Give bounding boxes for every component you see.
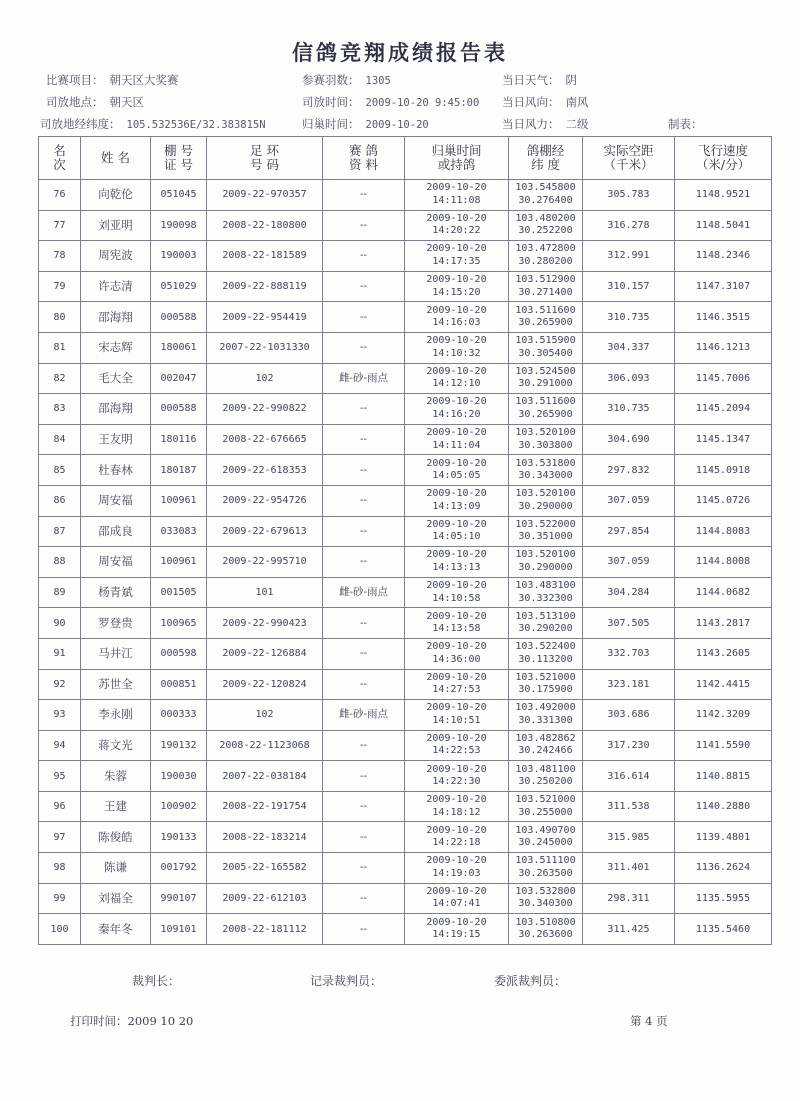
report-title: 信鸽竞翔成绩报告表 xyxy=(292,40,508,65)
table-row xyxy=(39,730,772,761)
cell-distance: 316.614 xyxy=(583,761,675,792)
cell-ring: 2008-22-191754 xyxy=(207,791,323,822)
table-row xyxy=(39,914,772,945)
cell-coordinates: 103.510800 30.263600 xyxy=(509,914,583,945)
cell-speed: 1141.5590 xyxy=(675,730,772,761)
cell-rank: 89 xyxy=(39,577,81,608)
cell-coordinates: 103.531800 30.343000 xyxy=(509,455,583,486)
cell-speed: 1145.2094 xyxy=(675,394,772,425)
table-row xyxy=(39,363,772,394)
cell-race-info: -- xyxy=(323,883,405,914)
cell-distance: 316.278 xyxy=(583,210,675,241)
cell-speed: 1135.5460 xyxy=(675,914,772,945)
cell-loft: 100961 xyxy=(151,485,207,516)
table-row xyxy=(39,853,772,884)
cell-loft: 100965 xyxy=(151,608,207,639)
cell-rank: 88 xyxy=(39,547,81,578)
cell-loft: 190003 xyxy=(151,241,207,272)
cell-distance: 304.690 xyxy=(583,424,675,455)
cell-race-info: -- xyxy=(323,455,405,486)
cell-speed: 1135.5955 xyxy=(675,883,772,914)
cell-speed: 1143.2817 xyxy=(675,608,772,639)
results-body xyxy=(39,180,772,945)
cell-race-info: -- xyxy=(323,394,405,425)
cell-race-info: -- xyxy=(323,608,405,639)
cell-name: 王建 xyxy=(81,791,151,822)
cell-ring: 2009-22-120824 xyxy=(207,669,323,700)
print-time: 打印时间：2009 10 20 xyxy=(70,1014,194,1028)
cell-name: 蒋文光 xyxy=(81,730,151,761)
cell-name: 周安福 xyxy=(81,547,151,578)
cell-speed: 1145.0918 xyxy=(675,455,772,486)
release-coordinates: 司放地经纬度： 105.532536E/32.383815N xyxy=(40,117,266,131)
cell-race-info: -- xyxy=(323,638,405,669)
table-row xyxy=(39,485,772,516)
cell-return-time: 2009-10-20 14:13:13 xyxy=(405,547,509,578)
cell-rank: 97 xyxy=(39,822,81,853)
weather: 当日天气： 阴 xyxy=(502,73,577,87)
cell-speed: 1147.3107 xyxy=(675,271,772,302)
cell-coordinates: 103.520100 30.303800 xyxy=(509,424,583,455)
cell-loft: 051045 xyxy=(151,180,207,211)
cell-return-time: 2009-10-20 14:27:53 xyxy=(405,669,509,700)
cell-speed: 1144.0682 xyxy=(675,577,772,608)
cell-coordinates: 103.521000 30.255000 xyxy=(509,791,583,822)
cell-rank: 92 xyxy=(39,669,81,700)
cell-return-time: 2009-10-20 14:36:00 xyxy=(405,638,509,669)
cell-coordinates: 103.524500 30.291000 xyxy=(509,363,583,394)
table-row xyxy=(39,638,772,669)
table-row xyxy=(39,271,772,302)
header-distance: 实际空距 （千米） xyxy=(583,137,675,180)
cell-race-info: -- xyxy=(323,424,405,455)
cell-distance: 310.735 xyxy=(583,302,675,333)
cell-return-time: 2009-10-20 14:16:03 xyxy=(405,302,509,333)
release-place: 司放地点： 朝天区 xyxy=(46,95,144,109)
cell-distance: 323.181 xyxy=(583,669,675,700)
cell-name: 许志清 xyxy=(81,271,151,302)
cell-ring: 102 xyxy=(207,700,323,731)
cell-coordinates: 103.545800 30.276400 xyxy=(509,180,583,211)
cell-loft: 000588 xyxy=(151,394,207,425)
cell-coordinates: 103.522000 30.351000 xyxy=(509,516,583,547)
cell-distance: 332.703 xyxy=(583,638,675,669)
cell-speed: 1144.8008 xyxy=(675,547,772,578)
cell-distance: 311.538 xyxy=(583,791,675,822)
cell-name: 罗登贵 xyxy=(81,608,151,639)
table-row xyxy=(39,302,772,333)
cell-speed: 1146.3515 xyxy=(675,302,772,333)
cell-return-time: 2009-10-20 14:11:08 xyxy=(405,180,509,211)
table-maker: 制表： xyxy=(668,117,703,131)
cell-distance: 311.425 xyxy=(583,914,675,945)
cell-coordinates: 103.472800 30.280200 xyxy=(509,241,583,272)
cell-speed: 1136.2624 xyxy=(675,853,772,884)
cell-loft: 051029 xyxy=(151,271,207,302)
cell-loft: 109101 xyxy=(151,914,207,945)
cell-distance: 298.311 xyxy=(583,883,675,914)
table-row xyxy=(39,761,772,792)
cell-name: 宋志辉 xyxy=(81,332,151,363)
cell-return-time: 2009-10-20 14:15:20 xyxy=(405,271,509,302)
cell-loft: 180116 xyxy=(151,424,207,455)
cell-coordinates: 103.480200 30.252200 xyxy=(509,210,583,241)
cell-rank: 76 xyxy=(39,180,81,211)
cell-ring: 102 xyxy=(207,363,323,394)
cell-coordinates: 103.521000 30.175900 xyxy=(509,669,583,700)
cell-distance: 311.401 xyxy=(583,853,675,884)
wind-direction: 当日风向： 南风 xyxy=(502,95,589,109)
cell-name: 刘亚明 xyxy=(81,210,151,241)
cell-return-time: 2009-10-20 14:10:32 xyxy=(405,332,509,363)
cell-distance: 297.832 xyxy=(583,455,675,486)
cell-ring: 2008-22-181589 xyxy=(207,241,323,272)
cell-speed: 1144.8083 xyxy=(675,516,772,547)
cell-distance: 306.093 xyxy=(583,363,675,394)
cell-ring: 2008-22-180800 xyxy=(207,210,323,241)
page-number: 第 4 页 xyxy=(630,1014,668,1028)
race-name: 比赛项目： 朝天区大奖赛 xyxy=(46,73,179,87)
cell-distance: 307.059 xyxy=(583,547,675,578)
cell-ring: 2009-22-888119 xyxy=(207,271,323,302)
cell-rank: 99 xyxy=(39,883,81,914)
cell-ring: 2005-22-165582 xyxy=(207,853,323,884)
cell-distance: 310.735 xyxy=(583,394,675,425)
cell-speed: 1143.2605 xyxy=(675,638,772,669)
cell-return-time: 2009-10-20 14:16:20 xyxy=(405,394,509,425)
cell-return-time: 2009-10-20 14:05:05 xyxy=(405,455,509,486)
cell-name: 陈俊皓 xyxy=(81,822,151,853)
cell-speed: 1145.0726 xyxy=(675,485,772,516)
cell-ring: 2009-22-679613 xyxy=(207,516,323,547)
cell-name: 杜春林 xyxy=(81,455,151,486)
cell-return-time: 2009-10-20 14:11:04 xyxy=(405,424,509,455)
cell-coordinates: 103.520100 30.290000 xyxy=(509,547,583,578)
cell-return-time: 2009-10-20 14:20:22 xyxy=(405,210,509,241)
cell-loft: 002047 xyxy=(151,363,207,394)
cell-ring: 2008-22-183214 xyxy=(207,822,323,853)
table-row xyxy=(39,883,772,914)
cell-distance: 297.854 xyxy=(583,516,675,547)
cell-race-info: -- xyxy=(323,669,405,700)
table-row xyxy=(39,516,772,547)
table-row xyxy=(39,424,772,455)
cell-coordinates: 103.511600 30.265900 xyxy=(509,302,583,333)
cell-loft: 190030 xyxy=(151,761,207,792)
cell-coordinates: 103.483100 30.332300 xyxy=(509,577,583,608)
cell-race-info: -- xyxy=(323,241,405,272)
cell-rank: 84 xyxy=(39,424,81,455)
cell-ring: 2009-22-954726 xyxy=(207,485,323,516)
cell-name: 苏世全 xyxy=(81,669,151,700)
cell-rank: 85 xyxy=(39,455,81,486)
cell-ring: 2009-22-990822 xyxy=(207,394,323,425)
cell-coordinates: 103.490700 30.245000 xyxy=(509,822,583,853)
table-row xyxy=(39,455,772,486)
cell-race-info: -- xyxy=(323,271,405,302)
cell-speed: 1146.1213 xyxy=(675,332,772,363)
table-row xyxy=(39,210,772,241)
cell-race-info: 雌-砂-雨点 xyxy=(323,363,405,394)
cell-loft: 180061 xyxy=(151,332,207,363)
cell-race-info: -- xyxy=(323,516,405,547)
table-row xyxy=(39,791,772,822)
cell-ring: 2009-22-995710 xyxy=(207,547,323,578)
cell-race-info: -- xyxy=(323,822,405,853)
cell-name: 李永刚 xyxy=(81,700,151,731)
cell-loft: 000851 xyxy=(151,669,207,700)
cell-race-info: 雌-砂-雨点 xyxy=(323,577,405,608)
cell-race-info: -- xyxy=(323,761,405,792)
cell-rank: 96 xyxy=(39,791,81,822)
cell-distance: 307.059 xyxy=(583,485,675,516)
cell-ring: 2009-22-954419 xyxy=(207,302,323,333)
cell-loft: 190133 xyxy=(151,822,207,853)
cell-race-info: 雌-砂-雨点 xyxy=(323,700,405,731)
cell-rank: 81 xyxy=(39,332,81,363)
header-race-info: 赛 鸽 资 料 xyxy=(323,137,405,180)
cell-race-info: -- xyxy=(323,853,405,884)
cell-name: 邵成良 xyxy=(81,516,151,547)
cell-distance: 305.783 xyxy=(583,180,675,211)
cell-rank: 77 xyxy=(39,210,81,241)
cell-speed: 1139.4801 xyxy=(675,822,772,853)
cell-name: 刘福全 xyxy=(81,883,151,914)
table-header-row xyxy=(39,137,772,180)
cell-race-info: -- xyxy=(323,914,405,945)
cell-name: 马井江 xyxy=(81,638,151,669)
cell-loft: 180187 xyxy=(151,455,207,486)
header-name: 姓 名 xyxy=(81,137,151,180)
cell-rank: 80 xyxy=(39,302,81,333)
cell-ring: 2009-22-126884 xyxy=(207,638,323,669)
cell-return-time: 2009-10-20 14:05:10 xyxy=(405,516,509,547)
cell-race-info: -- xyxy=(323,547,405,578)
cell-name: 邵海翔 xyxy=(81,394,151,425)
cell-coordinates: 103.513100 30.290200 xyxy=(509,608,583,639)
cell-race-info: -- xyxy=(323,210,405,241)
header-return-time: 归巢时间 或持鸽 xyxy=(405,137,509,180)
cell-ring: 101 xyxy=(207,577,323,608)
cell-distance: 303.686 xyxy=(583,700,675,731)
cell-rank: 93 xyxy=(39,700,81,731)
cell-rank: 95 xyxy=(39,761,81,792)
cell-return-time: 2009-10-20 14:13:58 xyxy=(405,608,509,639)
wind-force: 当日风力： 二级 xyxy=(502,117,589,131)
entry-count: 参赛羽数： 1305 xyxy=(302,73,391,87)
table-row xyxy=(39,669,772,700)
cell-coordinates: 103.511100 30.263500 xyxy=(509,853,583,884)
results-table xyxy=(38,136,772,945)
cell-return-time: 2009-10-20 14:10:58 xyxy=(405,577,509,608)
cell-ring: 2007-22-1031330 xyxy=(207,332,323,363)
cell-ring: 2009-22-990423 xyxy=(207,608,323,639)
cell-ring: 2008-22-181112 xyxy=(207,914,323,945)
cell-rank: 94 xyxy=(39,730,81,761)
cell-return-time: 2009-10-20 14:17:35 xyxy=(405,241,509,272)
race-info xyxy=(40,72,770,138)
table-row xyxy=(39,547,772,578)
cell-coordinates: 103.522400 30.113200 xyxy=(509,638,583,669)
cell-return-time: 2009-10-20 14:22:30 xyxy=(405,761,509,792)
cell-name: 秦年冬 xyxy=(81,914,151,945)
cell-return-time: 2009-10-20 14:18:12 xyxy=(405,791,509,822)
cell-rank: 98 xyxy=(39,853,81,884)
cell-ring: 2009-22-970357 xyxy=(207,180,323,211)
cell-name: 朱蓉 xyxy=(81,761,151,792)
cell-coordinates: 103.512900 30.271400 xyxy=(509,271,583,302)
cell-coordinates: 103.511600 30.265900 xyxy=(509,394,583,425)
header-speed: 飞行速度 （米/分） xyxy=(675,137,772,180)
cell-rank: 79 xyxy=(39,271,81,302)
cell-return-time: 2009-10-20 14:19:15 xyxy=(405,914,509,945)
cell-distance: 317.230 xyxy=(583,730,675,761)
return-time: 归巢时间： 2009-10-20 xyxy=(302,117,429,131)
table-row xyxy=(39,332,772,363)
table-row xyxy=(39,241,772,272)
cell-name: 向乾伦 xyxy=(81,180,151,211)
cell-return-time: 2009-10-20 14:13:09 xyxy=(405,485,509,516)
cell-rank: 91 xyxy=(39,638,81,669)
cell-loft: 100961 xyxy=(151,547,207,578)
cell-distance: 312.991 xyxy=(583,241,675,272)
cell-ring: 2007-22-038184 xyxy=(207,761,323,792)
cell-coordinates: 103.492000 30.331300 xyxy=(509,700,583,731)
cell-race-info: -- xyxy=(323,332,405,363)
cell-race-info: -- xyxy=(323,302,405,333)
cell-name: 杨青斌 xyxy=(81,577,151,608)
release-time: 司放时间： 2009-10-20 9:45:00 xyxy=(302,95,480,109)
cell-name: 毛大全 xyxy=(81,363,151,394)
cell-loft: 001505 xyxy=(151,577,207,608)
header-coordinates: 鸽棚经 纬 度 xyxy=(509,137,583,180)
cell-distance: 304.284 xyxy=(583,577,675,608)
cell-rank: 90 xyxy=(39,608,81,639)
cell-rank: 83 xyxy=(39,394,81,425)
cell-rank: 100 xyxy=(39,914,81,945)
cell-return-time: 2009-10-20 14:10:51 xyxy=(405,700,509,731)
cell-speed: 1142.4415 xyxy=(675,669,772,700)
cell-loft: 190132 xyxy=(151,730,207,761)
cell-coordinates: 103.515900 30.305400 xyxy=(509,332,583,363)
cell-name: 周安福 xyxy=(81,485,151,516)
cell-return-time: 2009-10-20 14:12:10 xyxy=(405,363,509,394)
header-rank: 名 次 xyxy=(39,137,81,180)
cell-race-info: -- xyxy=(323,730,405,761)
cell-name: 邵海翔 xyxy=(81,302,151,333)
cell-rank: 87 xyxy=(39,516,81,547)
cell-loft: 033083 xyxy=(151,516,207,547)
table-row xyxy=(39,394,772,425)
cell-ring: 2009-22-618353 xyxy=(207,455,323,486)
cell-speed: 1142.3209 xyxy=(675,700,772,731)
cell-loft: 990107 xyxy=(151,883,207,914)
cell-speed: 1140.2880 xyxy=(675,791,772,822)
cell-ring: 2008-22-1123068 xyxy=(207,730,323,761)
cell-ring: 2008-22-676665 xyxy=(207,424,323,455)
cell-distance: 304.337 xyxy=(583,332,675,363)
cell-speed: 1148.9521 xyxy=(675,180,772,211)
cell-rank: 82 xyxy=(39,363,81,394)
assigned-judge-label: 委派裁判员： xyxy=(494,974,567,988)
cell-coordinates: 103.482862 30.242466 xyxy=(509,730,583,761)
cell-loft: 001792 xyxy=(151,853,207,884)
cell-coordinates: 103.532800 30.340300 xyxy=(509,883,583,914)
cell-speed: 1148.5041 xyxy=(675,210,772,241)
cell-rank: 86 xyxy=(39,485,81,516)
table-row xyxy=(39,700,772,731)
cell-loft: 190098 xyxy=(151,210,207,241)
header-ring: 足 环 号 码 xyxy=(207,137,323,180)
cell-speed: 1140.8815 xyxy=(675,761,772,792)
header-loft: 棚 号 证 号 xyxy=(151,137,207,180)
cell-speed: 1148.2346 xyxy=(675,241,772,272)
cell-return-time: 2009-10-20 14:22:18 xyxy=(405,822,509,853)
cell-return-time: 2009-10-20 14:22:53 xyxy=(405,730,509,761)
cell-race-info: -- xyxy=(323,485,405,516)
cell-speed: 1145.7006 xyxy=(675,363,772,394)
cell-distance: 315.985 xyxy=(583,822,675,853)
table-row xyxy=(39,180,772,211)
cell-rank: 78 xyxy=(39,241,81,272)
cell-return-time: 2009-10-20 14:19:03 xyxy=(405,853,509,884)
cell-name: 周宪波 xyxy=(81,241,151,272)
table-row xyxy=(39,608,772,639)
cell-return-time: 2009-10-20 14:07:41 xyxy=(405,883,509,914)
record-judge-label: 记录裁判员： xyxy=(310,974,383,988)
cell-loft: 000588 xyxy=(151,302,207,333)
cell-distance: 310.157 xyxy=(583,271,675,302)
cell-ring: 2009-22-612103 xyxy=(207,883,323,914)
cell-coordinates: 103.520100 30.290000 xyxy=(509,485,583,516)
cell-name: 王友明 xyxy=(81,424,151,455)
chief-judge-label: 裁判长： xyxy=(132,974,181,988)
cell-distance: 307.505 xyxy=(583,608,675,639)
cell-speed: 1145.1347 xyxy=(675,424,772,455)
cell-race-info: -- xyxy=(323,791,405,822)
cell-loft: 000333 xyxy=(151,700,207,731)
cell-loft: 100902 xyxy=(151,791,207,822)
table-row xyxy=(39,577,772,608)
cell-name: 陈谦 xyxy=(81,853,151,884)
cell-coordinates: 103.481100 30.250200 xyxy=(509,761,583,792)
cell-loft: 000598 xyxy=(151,638,207,669)
cell-race-info: -- xyxy=(323,180,405,211)
table-row xyxy=(39,822,772,853)
